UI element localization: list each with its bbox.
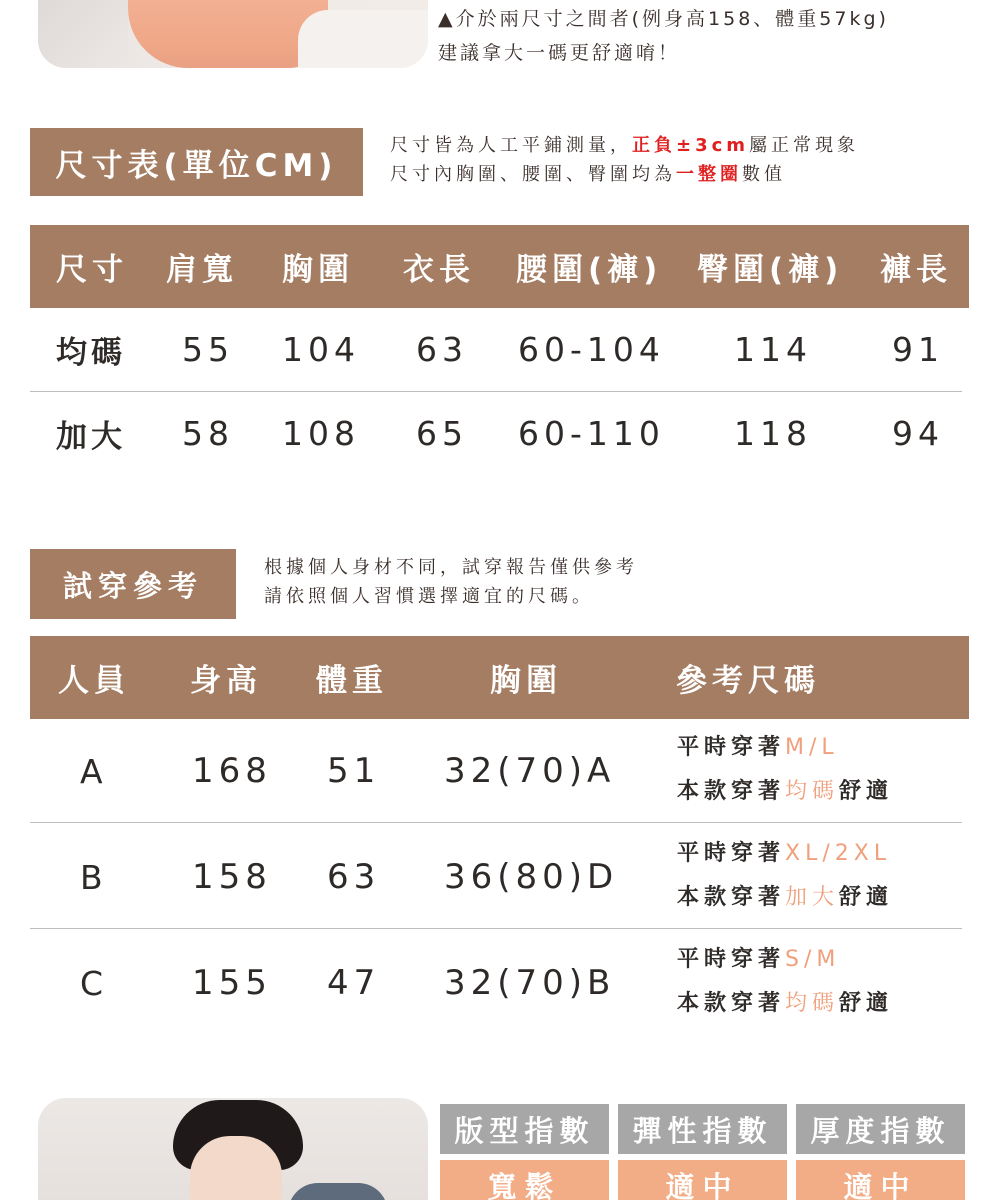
trial-cell-height: 155 — [192, 963, 272, 1003]
trial-cell-ref: 平時穿著M/L 本款穿著均碼舒適 — [677, 735, 894, 804]
trial-header-chest: 胸圍 — [490, 663, 562, 699]
size-table-header — [30, 225, 969, 308]
size-header-pants-length: 褲長 — [880, 252, 952, 288]
trial-row-b — [30, 825, 962, 929]
trial-cell-height: 168 — [192, 751, 272, 791]
trial-row-c — [30, 931, 962, 1035]
size-cell: 63 — [416, 330, 468, 369]
elasticity-index — [618, 1104, 787, 1200]
size-cell: 65 — [416, 414, 468, 453]
trial-note-line1: 根據個人身材不同，試穿報告僅供參考 — [264, 557, 638, 578]
size-cell: 104 — [282, 330, 360, 369]
row-divider — [30, 928, 962, 929]
trial-cell-height: 158 — [192, 857, 272, 897]
size-chart-notes — [390, 131, 859, 189]
size-cell: 55 — [182, 330, 234, 369]
size-header-size: 尺寸 — [56, 252, 128, 288]
size-cell: 加大 — [56, 419, 126, 455]
trial-note-line2: 請依照個人習慣選擇適宜的尺碼。 — [264, 586, 594, 607]
trial-row-a — [30, 719, 962, 823]
trial-cell-ref: 平時穿著XL/2XL 本款穿著加大舒適 — [677, 841, 894, 910]
size-header-length: 衣長 — [403, 252, 475, 288]
size-note-line2: 尺寸內胸圍、腰圍、臀圍均為一整圈數值 — [390, 164, 786, 185]
size-advice-note — [438, 2, 889, 70]
size-header-hip: 臀圍(褲) — [697, 252, 844, 288]
trial-cell-weight: 63 — [327, 857, 381, 897]
size-advice-line1: ▲介於兩尺寸之間者(例身高158、體重57kg) — [438, 8, 889, 30]
size-header-waist: 腰圍(褲) — [516, 252, 663, 288]
trial-cell-person: B — [80, 857, 108, 897]
fit-index-title: 版型指數 — [440, 1104, 609, 1154]
size-note-line1: 尺寸皆為人工平鋪測量，正負±3cm屬正常現象 — [390, 135, 860, 156]
size-header-chest: 胸圍 — [282, 252, 354, 288]
thickness-index-title: 厚度指數 — [796, 1104, 965, 1154]
size-cell: 91 — [892, 330, 944, 369]
trial-table-header — [30, 636, 969, 719]
trial-cell-chest: 36(80)D — [444, 857, 619, 897]
trial-cell-person: C — [80, 963, 109, 1003]
size-cell: 94 — [892, 414, 944, 453]
trial-notes — [264, 553, 638, 611]
size-cell: 60-104 — [518, 330, 665, 369]
size-cell: 60-110 — [518, 414, 665, 453]
size-cell: 118 — [734, 414, 812, 453]
thickness-index — [796, 1104, 965, 1200]
trial-cell-person: A — [80, 751, 108, 791]
size-chart-label: 尺寸表(單位CM) — [30, 128, 363, 196]
trial-header-height: 身高 — [190, 663, 262, 699]
size-advice-line2: 建議拿大一碼更舒適唷！ — [438, 42, 681, 64]
size-cell: 114 — [734, 330, 812, 369]
trial-cell-chest: 32(70)A — [444, 751, 616, 791]
size-cell: 58 — [182, 414, 234, 453]
trial-cell-ref: 平時穿著S/M 本款穿著均碼舒適 — [677, 947, 894, 1016]
trial-cell-chest: 32(70)B — [444, 963, 616, 1003]
elasticity-index-title: 彈性指數 — [618, 1104, 787, 1154]
thickness-index-value: 適中 — [796, 1160, 965, 1200]
trial-cell-weight: 47 — [327, 963, 381, 1003]
size-header-shoulder: 肩寬 — [166, 252, 238, 288]
trial-header-person: 人員 — [58, 663, 130, 699]
fit-index — [440, 1104, 609, 1200]
size-row-plus — [30, 392, 962, 475]
size-row-regular — [30, 308, 962, 391]
fit-index-value: 寬鬆 — [440, 1160, 609, 1200]
size-cell: 均碼 — [56, 335, 126, 371]
trial-reference-label: 試穿參考 — [30, 549, 236, 619]
trial-header-weight: 體重 — [316, 663, 388, 699]
row-divider — [30, 822, 962, 823]
trial-cell-weight: 51 — [327, 751, 381, 791]
top-product-photo — [38, 0, 428, 68]
model-photo — [38, 1098, 428, 1200]
trial-header-ref-size: 參考尺碼 — [676, 663, 820, 699]
size-cell: 108 — [282, 414, 360, 453]
elasticity-index-value: 適中 — [618, 1160, 787, 1200]
